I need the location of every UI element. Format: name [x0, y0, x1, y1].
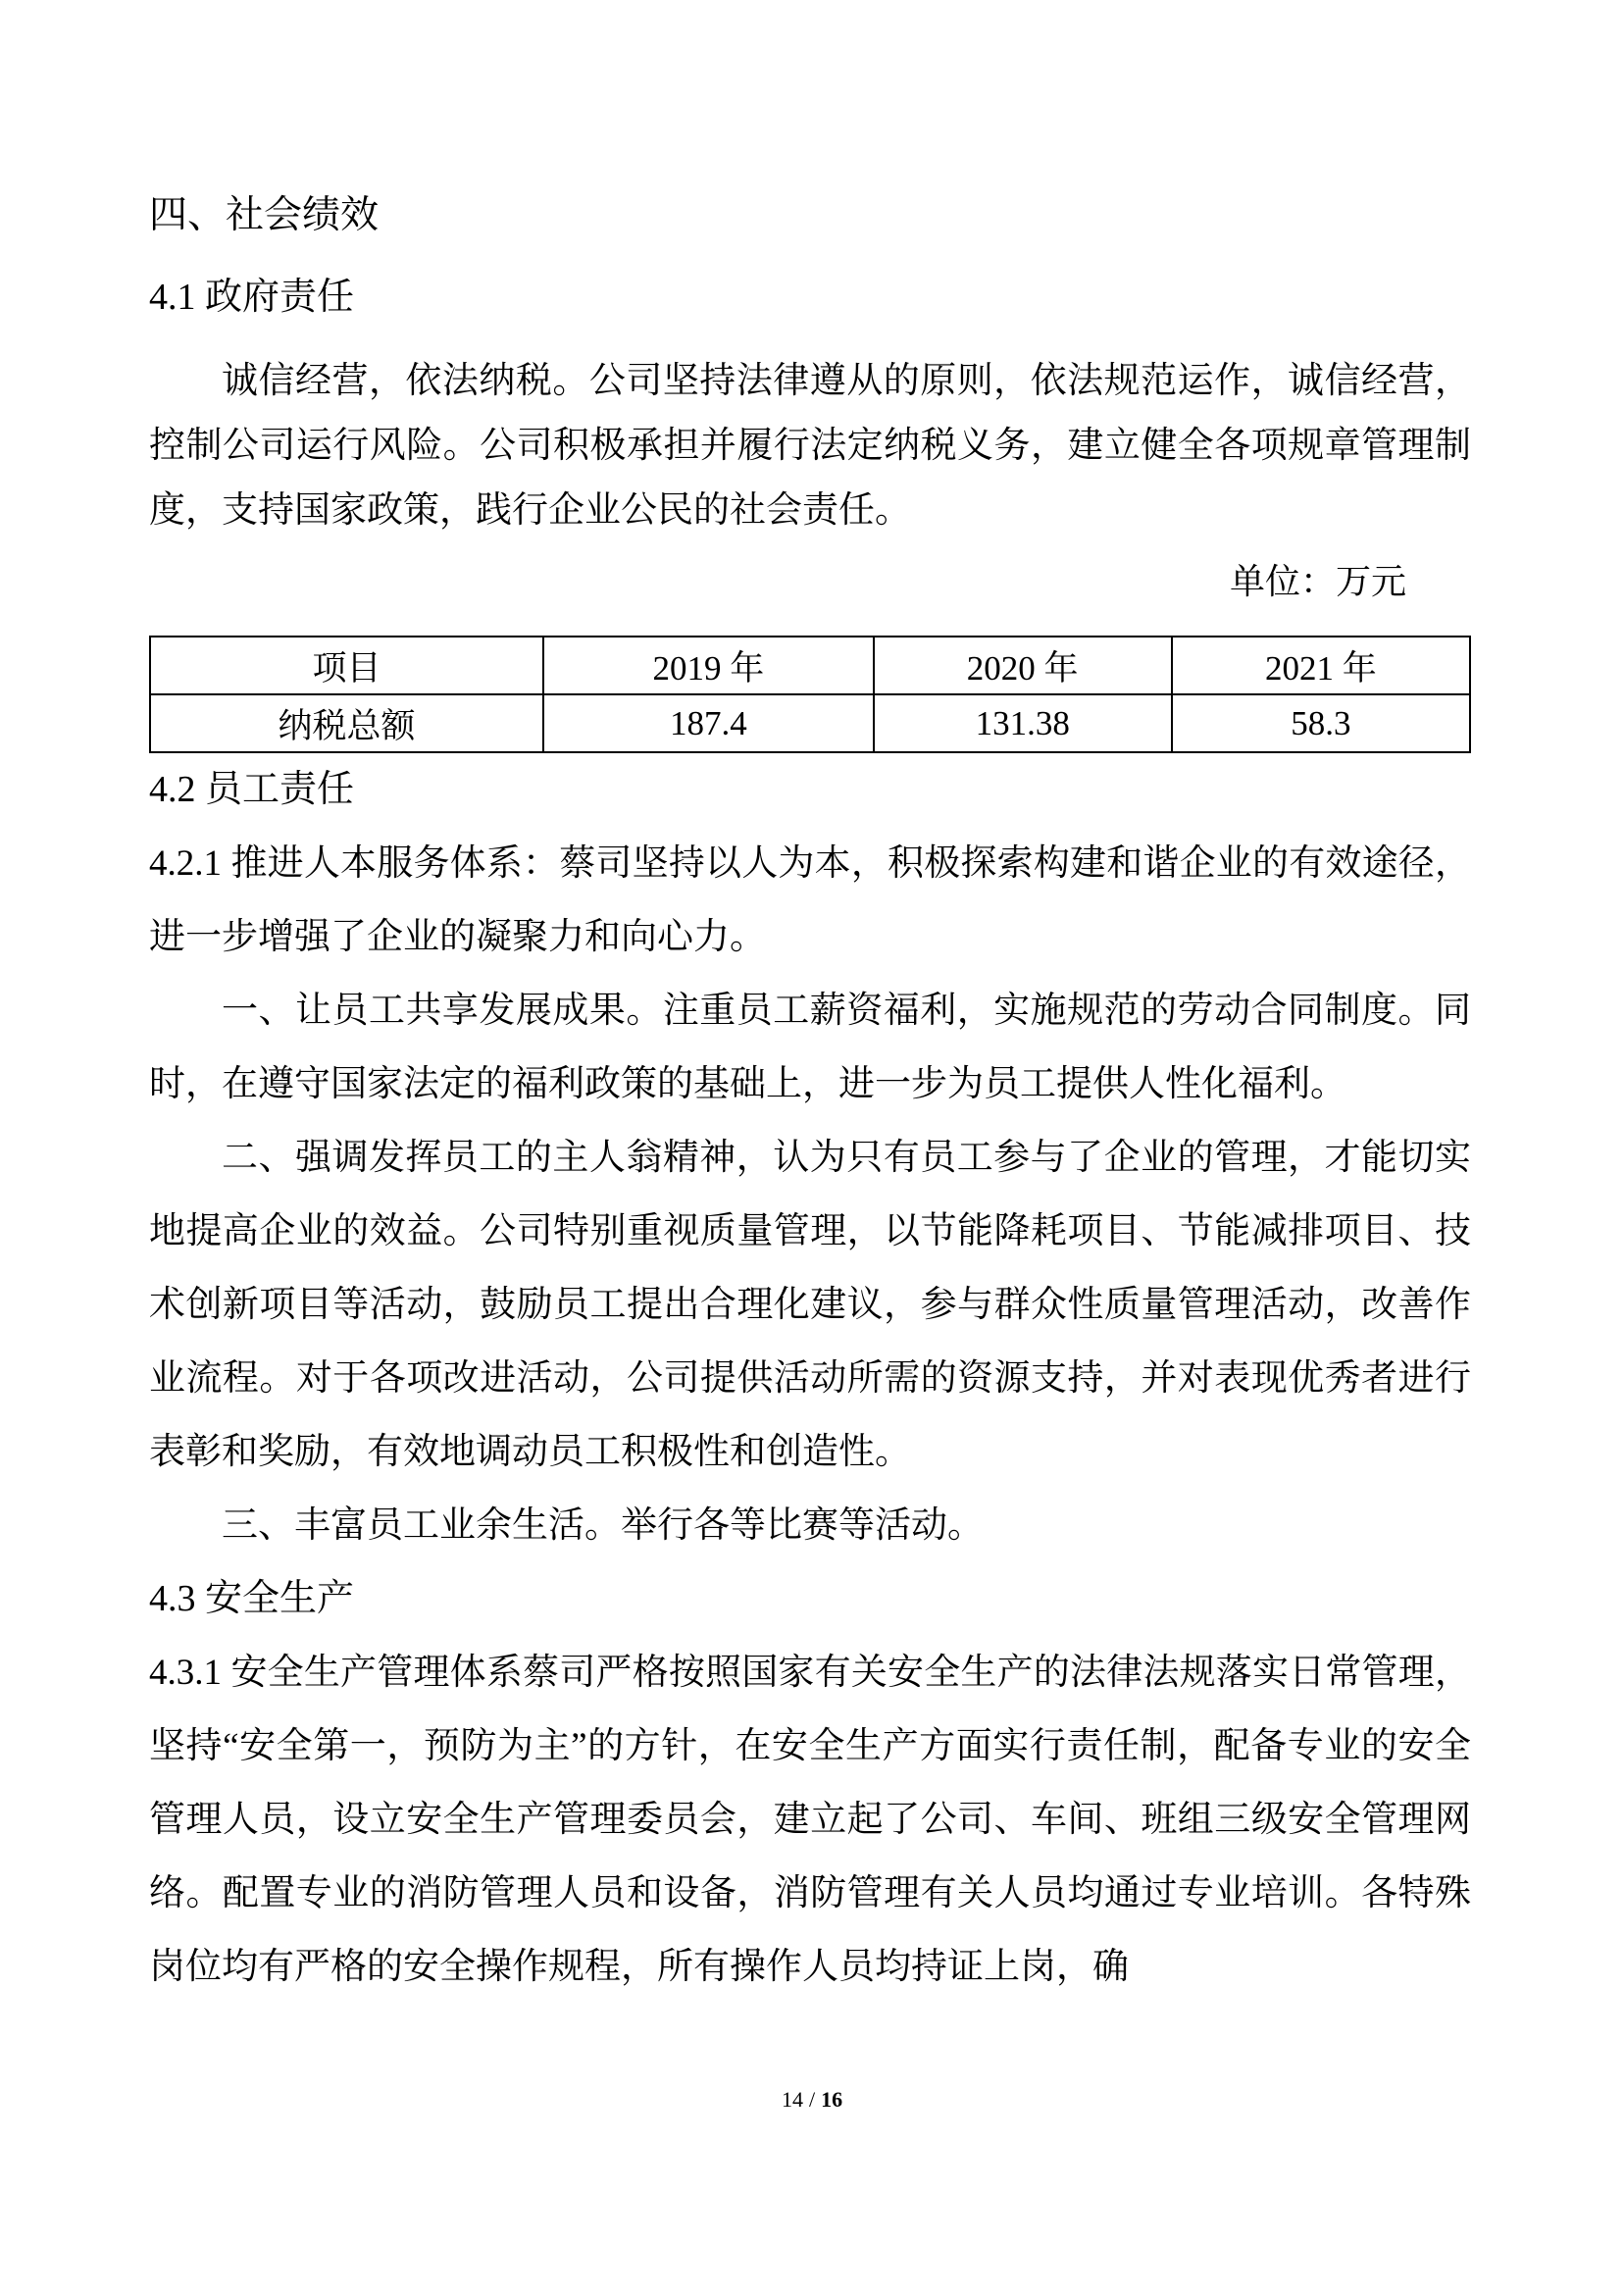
tax-table-header-item: 项目: [150, 637, 543, 694]
page-footer: [0, 2087, 1624, 2113]
table-unit-label: 单位：万元: [1229, 562, 1406, 601]
tax-table-header-row: [150, 637, 1470, 694]
tax-table-header-2020: 2020 年: [874, 637, 1172, 694]
tax-table-cell-2021: 58.3: [1172, 694, 1470, 752]
tax-table: [149, 636, 1471, 753]
heading-social-performance: 四、社会绩效: [149, 194, 380, 236]
paragraph-ownership-spirit: 二、强调发挥员工的主人翁精神，认为只有员工参与了企业的管理，才能切实地提高企业的效益。公司特别重视质量管理，以节能降耗项目、节能减排项目、技术创新项目等活动，鼓励员工提出合理化建议，参与群众性质量管理活动，改善作业流程。对于各项改进活动，公司提供活动所需的资源支持，并对表现优秀者进行表彰和奖励，有效地调动员工积极性和创造性。: [149, 1138, 1471, 1472]
page-number-separator: /: [808, 2087, 816, 2112]
paragraph-leisure-life: 三、丰富员工业余生活。举行各等比赛等活动。: [222, 1505, 984, 1546]
paragraph-share-development: 一、让员工共享发展成果。注重员工薪资福利，实施规范的劳动合同制度。同时，在遵守国家法定的福利政策的基础上，进一步为员工提供人性化福利。: [149, 991, 1471, 1104]
heading-safety-production: 4.3 安全生产: [149, 1578, 355, 1619]
tax-table-data-row: [150, 694, 1470, 752]
tax-table-header-2019: 2019 年: [543, 637, 874, 694]
paragraph-people-service-system: 4.2.1 推进人本服务体系：蔡司坚持以人为本，积极探索构建和谐企业的有效途径，进一步增强了企业的凝聚力和向心力。: [149, 843, 1471, 957]
page-number-current: 14: [781, 2087, 803, 2112]
page-number-total: 16: [821, 2087, 843, 2112]
tax-table-cell-2019: 187.4: [543, 694, 874, 752]
tax-table-header-2021: 2021 年: [1172, 637, 1470, 694]
heading-government-responsibility: 4.1 政府责任: [149, 277, 355, 318]
heading-employee-responsibility: 4.2 员工责任: [149, 769, 355, 810]
tax-table-cell-label: 纳税总额: [150, 694, 543, 752]
paragraph-government-responsibility: 诚信经营，依法纳税。公司坚持法律遵从的原则，依法规范运作，诚信经营，控制公司运行风险。公司积极承担并履行法定纳税义务，建立健全各项规章管理制度，支持国家政策，践行企业公民的社会责任。: [149, 361, 1471, 531]
tax-table-cell-2020: 131.38: [874, 694, 1172, 752]
paragraph-safety-management-system: 4.3.1 安全生产管理体系蔡司严格按照国家有关安全生产的法律法规落实日常管理，坚持“安全第一，预防为主”的方针，在安全生产方面实行责任制，配备专业的安全管理人员，设立安全生产管理委员会，建立起了公司、车间、班组三级安全管理网络。配置专业的消防管理人员和设备，消防管理有关人员均通过专业培训。各特殊岗位均有严格的安全操作规程，所有操作人员均持证上岗，确: [149, 1653, 1471, 1987]
